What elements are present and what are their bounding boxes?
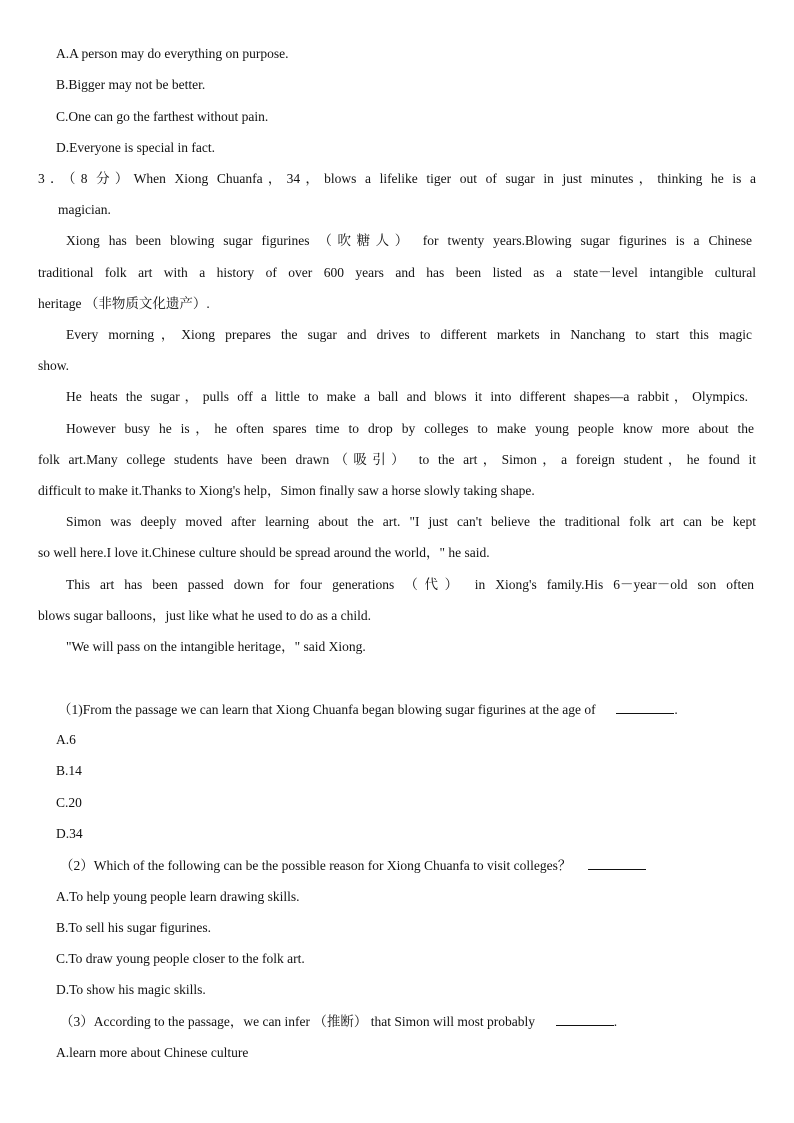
- answer-blank[interactable]: [588, 858, 646, 870]
- sub-question-3: [60, 1014, 617, 1029]
- sub-question-3-stem: （3）According to the passage，we can infer （推断） that Simon will most probably: [60, 1014, 536, 1029]
- sub-question-2-stem: （2）Which of the following can be the possible reason for Xiong Chuanfa to visit colleges？: [60, 858, 572, 873]
- prev-option-a: A.A person may do everything on purpose.: [56, 46, 289, 61]
- passage-line: folk art.Many college students have been drawn（吸引） to the art，Simon，a foreign student，he found it: [38, 452, 756, 467]
- sub2-option-b: B.To sell his sugar figurines.: [56, 920, 212, 935]
- passage-line: He heats the sugar，pulls off a little to make a ball and blows it into different shapes—a rabbit，Olympics.: [66, 389, 748, 404]
- sub2-option-a: A.To help young people learn drawing skills.: [56, 889, 300, 904]
- sub2-option-d: D.To show his magic skills.: [56, 982, 206, 997]
- sub-question-2: [60, 858, 646, 873]
- prev-option-d: D.Everyone is special in fact.: [56, 140, 215, 155]
- sub3-option-a: A.learn more about Chinese culture: [56, 1045, 249, 1060]
- question-3-intro-line1: 3．（8 分）When Xiong Chuanfa，34，blows a lifelike tiger out of sugar in just minutes，thinking he is a: [38, 171, 756, 186]
- sub1-option-c: C.20: [56, 795, 82, 810]
- sub-question-1-stem: （1)From the passage we can learn that Xiong Chuanfa began blowing sugar figurines at the age of: [58, 702, 596, 717]
- passage-line: This art has been passed down for four generations （代） in Xiong's family.His 6－year－old son often: [66, 577, 754, 592]
- passage-line: difficult to make it.Thanks to Xiong's help，Simon finally saw a horse slowly taking shape.: [38, 483, 535, 498]
- passage-line: Every morning，Xiong prepares the sugar and drives to different markets in Nanchang to start this magic: [66, 327, 752, 342]
- passage-line: However busy he is，he often spares time to drop by colleges to make young people know more about the: [66, 421, 754, 436]
- passage-line: blows sugar balloons，just like what he used to do as a child.: [38, 608, 371, 623]
- passage-line: Simon was deeply moved after learning about the art. "I just can't believe the traditional folk art can be kept: [66, 514, 756, 529]
- sub1-option-a: A.6: [56, 732, 76, 747]
- prev-option-b: B.Bigger may not be better.: [56, 77, 206, 92]
- question-3-intro-line2: magician.: [58, 202, 111, 217]
- sub-question-1: [58, 702, 678, 717]
- passage-line: so well here.I love it.Chinese culture should be spread around the world，" he said.: [38, 545, 490, 560]
- sub-question-3-end: .: [613, 1014, 618, 1029]
- prev-option-c: C.One can go the farthest without pain.: [56, 109, 269, 124]
- sub2-option-c: C.To draw young people closer to the folk art.: [56, 951, 305, 966]
- passage-line: show.: [38, 358, 70, 373]
- sub1-option-d: D.34: [56, 826, 83, 841]
- sub-question-1-end: .: [674, 702, 678, 717]
- answer-blank[interactable]: [616, 702, 674, 714]
- passage-line: heritage （非物质文化遗产）.: [38, 296, 210, 311]
- answer-blank[interactable]: [556, 1014, 614, 1026]
- passage-line: traditional folk art with a history of over 600 years and has been listed as a state－level intangible cultural: [38, 265, 756, 280]
- sub1-option-b: B.14: [56, 763, 82, 778]
- passage-line: Xiong has been blowing sugar figurines （吹糖人） for twenty years.Blowing sugar figurines is a Chinese: [66, 233, 752, 248]
- passage-line: "We will pass on the intangible heritage，" said Xiong.: [66, 639, 366, 654]
